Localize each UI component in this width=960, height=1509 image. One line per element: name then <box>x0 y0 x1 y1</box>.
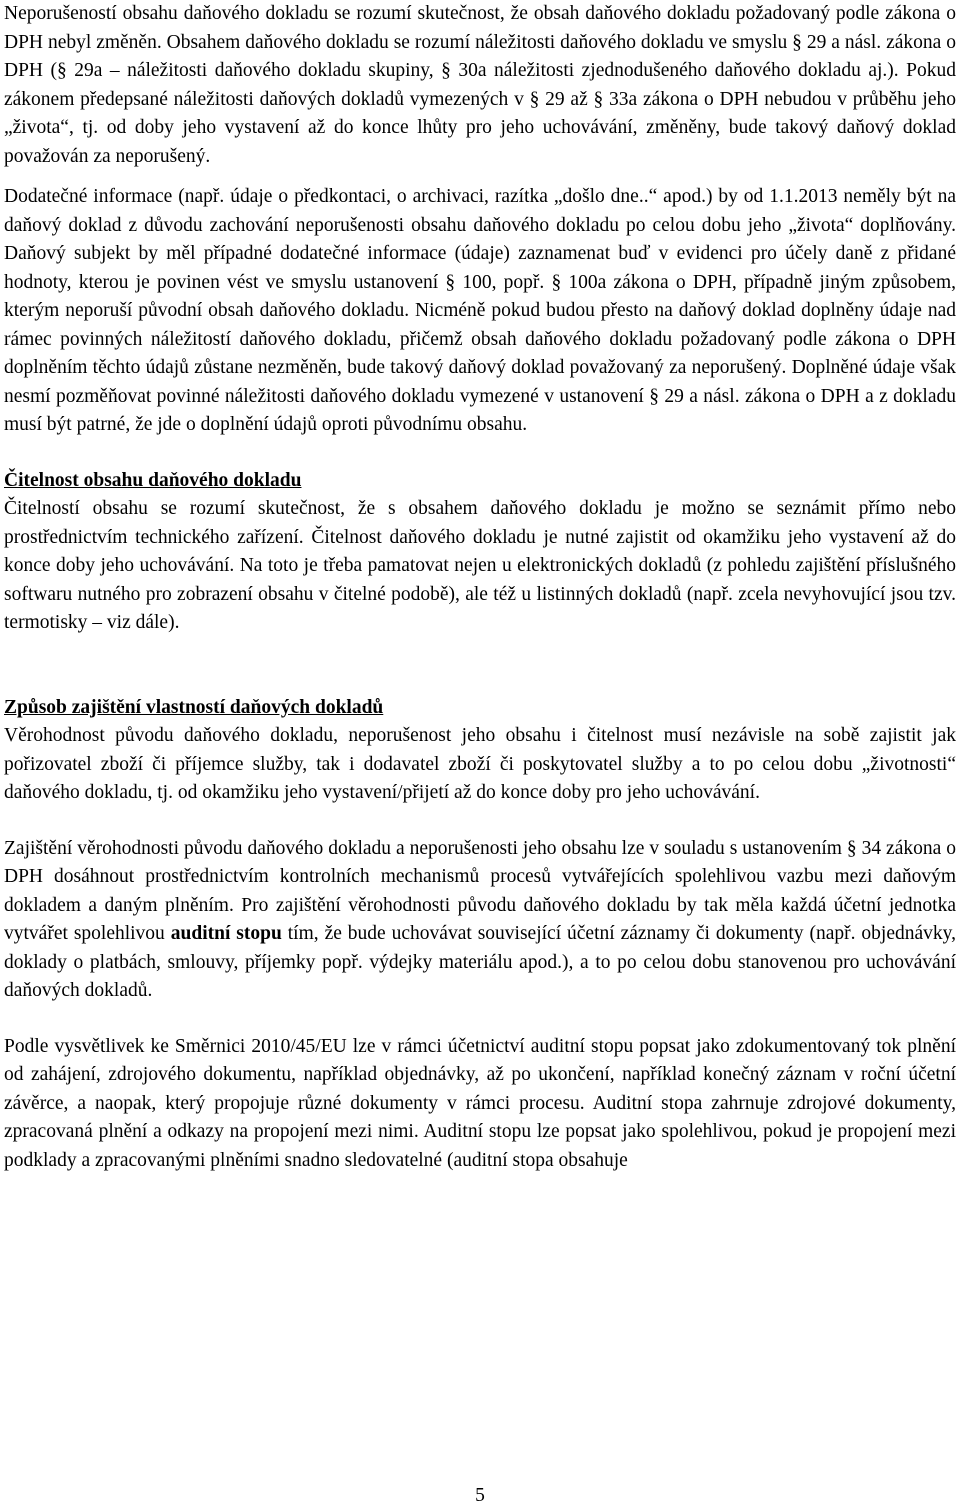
paragraph-audit-trail <box>4 835 956 1006</box>
audit-text-a: Zajištění věrohodnosti původu daňového dokladu a neporušenosti jeho obsahu lze v souladu s ustanovením § 34 zákona o DPH dosáhnout prostřednictvím kontrolních mechanismů procesů vytvářejících spolehlivou vazbu mezi daňovým dokladem a daným plněním. Pro zajištění věrohodnosti původu daňového dokladu by tak měla každá účetní jednotka vytvářet spolehlivou <box>4 837 956 944</box>
paragraph-integrity: Neporušeností obsahu daňového dokladu se rozumí skutečnost, že obsah daňového dokladu požadovaný podle zákona o DPH nebyl změněn. Obsahem daňového dokladu se rozumí náležitosti daňového dokladu ve smyslu § 29 a násl. zákona o DPH (§ 29a – náležitosti daňového dokladu skupiny, § 30a náležitosti zjednodušeného daňového dokladu aj.). Pokud zákonem předepsané náležitosti daňových dokladů vymezených v § 29 až § 33a zákona o DPH nebudou v průběhu jeho „života“, tj. od doby jeho vystavení až do konce lhůty pro jeho uchovávání, změněny, bude takový daňový doklad považován za neporušený. <box>4 3 956 167</box>
paragraph-additional-info: Dodatečné informace (např. údaje o předkontaci, o archivaci, razítka „došlo dne..“ apod.) by od 1.1.2013 neměly být na daňový doklad z důvodu zachování neporušenosti obsahu daňového dokladu po celou dobu jeho „života“ doplňovány. Daňový subjekt by měl případné dodatečné informace (údaje) zaznamenat buď v evidenci pro účely daně z přidané hodnoty, kterou je povinen vést ve smyslu ustanovení § 100, popř. § 100a zákona o DPH, případně jiným způsobem, kterým neporuší původní obsah daňového dokladu. Nicméně pokud budou přesto na daňový doklad doplněny údaje nad rámec povinných náležitostí daňového dokladu, přičemž obsah daňového dokladu požadovaný podle zákona o DPH doplněním těchto údajů zůstane nezměněn, bude takový daňový doklad považovaný za neporušený. Doplněné údaje však nesmí pozměňovat povinné náležitosti daňového dokladu vymezené v ustanovení § 29 a násl. zákona o DPH a z dokladu musí být patrné, že jde o doplnění údajů oproti původnímu obsahu. <box>4 186 956 435</box>
document-page <box>4 0 956 1175</box>
paragraph-directive: Podle vysvětlivek ke Směrnici 2010/45/EU lze v rámci účetnictví auditní stopu popsat jako zdokumentovaný tok plnění od zahájení, zdrojového dokumentu, například objednávky, až po ukončení, například konečný záznam v roční účetní závěrce, a naopak, který propojuje různé dokumenty v rámci procesu. Auditní stopa zahrnuje zdrojové dokumenty, zpracovaná plnění a odkazy na propojení mezi nimi. Auditní stopu lze popsat jako spolehlivou, pokud je propojení mezi podklady a zpracovanými plněními snadno sledovatelné (auditní stopa obsahuje <box>4 1035 956 1171</box>
audit-text-c: tím, že bude uchovávat související účetní záznamy či dokumenty (např. objednávky, doklady o platbách, smlouvy, příjemky popř. výdejky materiálu apod.), a to po celou dobu stanovenou pro uchovávání daňových dokladů. <box>4 923 957 1001</box>
page-number: 5 <box>475 1485 485 1506</box>
heading-ensuring-properties: Způsob zajištění vlastností daňových dokladů <box>4 696 384 718</box>
audit-trail-term: auditní stopu <box>170 923 282 944</box>
paragraph-readability: Čitelností obsahu se rozumí skutečnost, že s obsahem daňového dokladu je možno se seznámit přímo nebo prostřednictvím technického zařízení. Čitelnost daňového dokladu je nutné zajistit od okamžiku jeho vystavení až do konce doby jeho uchovávání. Na toto je třeba pamatovat nejen u elektronických dokladů (z pohledu zajištění příslušného softwaru nutného pro zobrazení obsahu v čitelné podobě), ale též u listinných dokladů (např. zcela nevyhovující jsou tzv. termotisky – viz dále). <box>4 498 956 633</box>
heading-readability: Čitelnost obsahu daňového dokladu <box>4 469 302 491</box>
paragraph-ensuring-properties: Věrohodnost původu daňového dokladu, neporušenost jeho obsahu i čitelnost musí nezávisle na sobě zajistit jak pořizovatel zboží či příjemce služby, tak i dodavatel zboží či poskytovatel služby a to po celou dobu „životnosti“ daňového dokladu, tj. od okamžiku jeho vystavení/přijetí až do konce doby pro jeho uchovávání. <box>4 725 956 803</box>
